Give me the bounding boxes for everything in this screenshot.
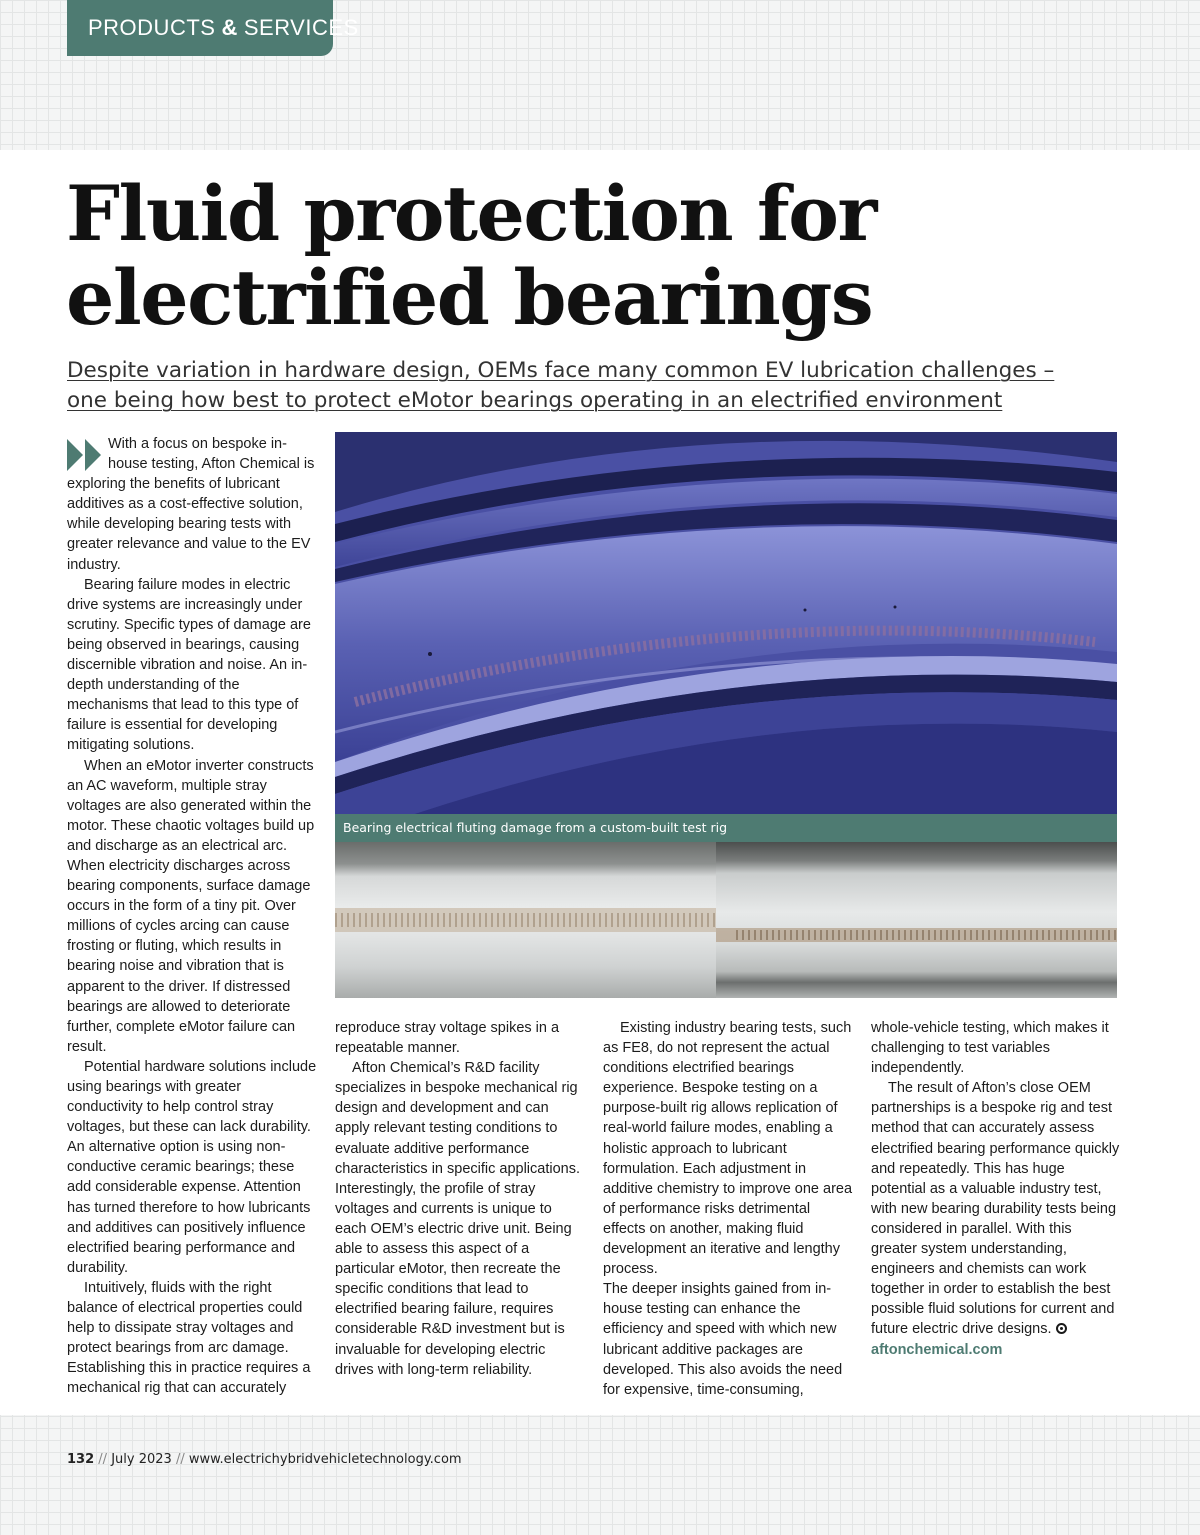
figure-caption: Bearing electrical fluting damage from a custom-built test rig — [335, 814, 1117, 842]
page-footer — [67, 1452, 462, 1467]
footer-separator: // — [98, 1452, 108, 1467]
paragraph: Potential hardware solutions include using bearings with greater conductivity to help control stray voltages, but these can lack durability. An alternative option is using non-conductive ceramic bearings; these add considerable expense. Attention has turned therefore to how lubricants and additives can positively influence electrified bearing performance and durability. — [67, 1058, 317, 1276]
section-tab — [67, 0, 359, 56]
website-link[interactable]: aftonchemical.com — [871, 1341, 1003, 1358]
paragraph-text: The result of Afton’s close OEM partnerships is a bespoke rig and test method that can accurately assess electrified bearing performance quickly and repeatedly. This has huge potential as a valuable industry test, with new bearing durability tests being considered in parallel. With this greater system understanding, engineers and chemists can work together in order to establish the best possible fluid solutions for current and future electric drive designs. — [871, 1080, 1120, 1338]
paragraph: Bearing failure modes in electric drive systems are increasingly under scrutiny. Specific types of damage are being observed in bearings, causing discernible vibration and noise. An in-depth understanding of the mechanisms that lead to this type of failure is essential for developing mitigating solutions. — [67, 576, 311, 754]
body-column-4 — [871, 1018, 1121, 1360]
paragraph — [871, 1078, 1121, 1339]
article-standfirst: Despite variation in hardware design, OEMs face many common EV lubrication challenges – one being how best to protect eMotor bearings operating in an electrified environment — [67, 358, 1055, 413]
body-column-1 — [67, 434, 317, 1399]
paragraph: reproduce stray voltage spikes in a repeatable manner. — [335, 1020, 560, 1057]
paragraph: With a focus on bespoke in-house testing, Afton Chemical is exploring the benefits of lubricant additives as a cost-effective solution, while developing bearing tests with greater relevance and value to the EV industry. — [67, 436, 315, 573]
paragraph: Afton Chemical’s R&D facility specializes in bespoke mechanical rig design and development and can apply relevant testing conditions to evaluate additive performance characteristics in specific applications. Interestingly, the profile of stray voltages and currents is unique to each OEM’s electric drive unit. Being able to assess this aspect of a particular eMotor, then recreate the specific conditions that lead to electrified bearing failure, requires considerable R&D investment but is invaluable for developing electric drives with long-term reliability. — [335, 1060, 580, 1378]
bearing-photo-detail-left — [335, 842, 716, 998]
bearing-photo-detail-right — [716, 842, 1117, 998]
section-label-left: PRODUCTS — [88, 15, 216, 40]
body-column-3 — [603, 1018, 853, 1400]
bearing-photo-main — [335, 432, 1117, 842]
paragraph: Existing industry bearing tests, such as FE8, do not represent the actual conditions electrified bearings experience. Bespoke testing on a purpose-built rig allows replication of real-world failure modes, enabling a holistic approach to lubricant formulation. Each adjustment in additive chemistry to improve one area of performance risks detrimental effects on another, making fluid development an iterative and lengthy process. — [603, 1020, 853, 1278]
paragraph: whole-vehicle testing, which makes it challenging to test variables independently. — [871, 1020, 1109, 1077]
paragraph: The deeper insights gained from in-house testing can enhance the efficiency and speed with which new lubricant additive packages are developed. This also avoids the need for expensive, time-consuming, — [603, 1281, 843, 1398]
section-label-amp: & — [221, 15, 238, 40]
paragraph: When an eMotor inverter constructs an AC waveform, multiple stray voltages are also generated within the motor. These chaotic voltages build up and discharge as an electrical arc. When electricity discharges across bearing components, surface damage occurs in the form of a tiny pit. Over millions of cycles arcing can cause frosting or fluting, which results in bearing noise and vibration that is apparent to the driver. If distressed bearings are allowed to deteriorate further, complete eMotor failure can result. — [67, 757, 315, 1055]
body-column-2 — [335, 1018, 585, 1380]
section-label-right: SERVICES — [243, 15, 359, 40]
paragraph: Intuitively, fluids with the right balance of electrical properties could help to dissipate stray voltages and protect bearings from arc damage. Establishing this in practice requires a mechanical rig that can accurately — [67, 1279, 311, 1397]
footer-separator: // — [175, 1452, 185, 1467]
double-triangle-arrow-icon — [67, 437, 103, 473]
footer-url[interactable]: www.electrichybridvehicletechnology.com — [188, 1452, 462, 1467]
end-of-article-icon — [1056, 1323, 1067, 1334]
article-headline: Fluid protection for electrified bearings — [66, 169, 876, 342]
page-number: 132 — [67, 1452, 95, 1467]
issue-date: July 2023 — [111, 1452, 172, 1467]
